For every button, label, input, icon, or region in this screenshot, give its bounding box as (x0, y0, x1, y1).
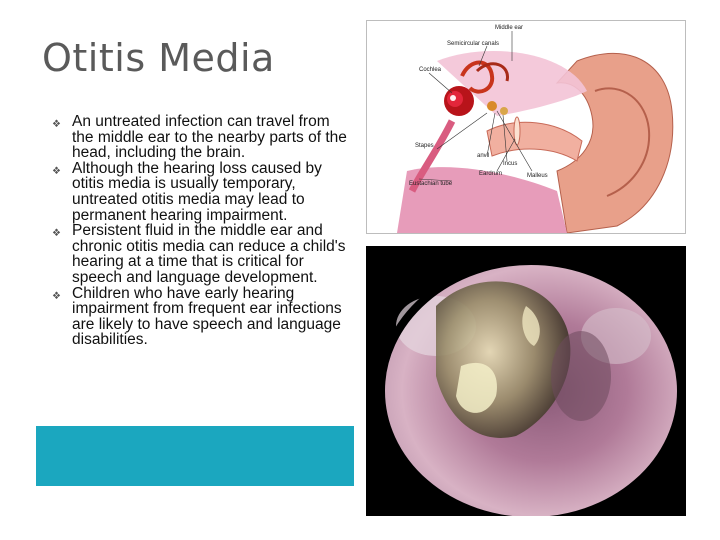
bullet-list (50, 114, 350, 348)
bullet-text: Persistent fluid in the middle ear and chronic otitis media can reduce a child's hearing at a time that is critical for speech and language development. (72, 222, 346, 286)
diamond-bullet-icon: ❖ (52, 119, 61, 130)
label-eustachian-tube: Eustachian tube (409, 181, 453, 187)
diamond-bullet-icon: ❖ (52, 290, 61, 302)
label-anvil: anvil (477, 153, 490, 159)
label-incus: Incus (503, 161, 518, 167)
list-item (50, 286, 350, 348)
list-item (50, 161, 350, 223)
diamond-bullet-icon: ❖ (52, 228, 61, 240)
label-eardrum: Eardrum (479, 171, 503, 177)
label-cochlea: Cochlea (419, 67, 442, 73)
label-stapes: Stapes (415, 143, 434, 149)
diamond-bullet-icon: ❖ (52, 165, 61, 177)
accent-box (36, 426, 354, 486)
label-semicircular-canals: Semicircular canals (447, 41, 500, 47)
ear-anatomy-illustration (367, 21, 685, 233)
bullet-text: Although the hearing loss caused by otitis media is usually temporary, untreated otitis media may lead to permanent hearing impairment. (72, 159, 322, 224)
label-malleus: Malleus (527, 173, 548, 179)
list-item (50, 114, 350, 161)
ear-anatomy-diagram (366, 20, 686, 234)
ear-canal-image (366, 246, 686, 516)
page-title: Otitis Media (42, 36, 275, 80)
bullet-text: Children who have early hearing impairment from frequent ear infections are likely to have speech and language disabilities. (72, 284, 342, 349)
bullet-text: An untreated infection can travel from the middle ear to the nearby parts of the head, including the brain. (72, 113, 347, 162)
list-item (50, 223, 350, 285)
label-middle-ear: Middle ear (495, 25, 524, 31)
otoscope-photo (366, 246, 686, 516)
